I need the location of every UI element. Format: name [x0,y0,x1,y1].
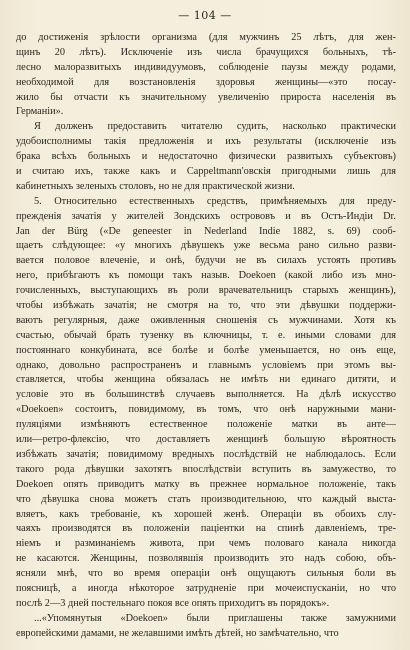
text-line: ясняли мнѣ, что во время операціи онѣ ощущаютъ сильныя боли въ [16,568,396,580]
text-line: послѣ 2—3 дней постельнаго покоя все опять приходитъ въ порядокъ». [16,597,330,609]
text-line: вается половое влеченіе, и онѣ, будучи не въ силахъ устоять противъ [16,255,396,267]
text-line: чтобы избѣжать зачатія; не смотря на то, что эти дѣвушки поддержи- [16,300,396,312]
text-line: до достиженія зрѣлости организма (для мужчинъ 25 лѣтъ, для жен- [16,32,396,43]
text-line: не касаются. Женщины, позволявшія производить это надъ собою, объ- [16,553,396,565]
text-line: ставляется, чтобы женщина обязалась не имѣть ни единаго дитяти, и [16,374,396,386]
text-line: ...«Упомянутыя «Doekoen» были приглашены также замужними [34,612,396,624]
text-line: щинъ 20 лѣтъ). Исключеніе изъ числа брачущихся больныхъ, тѣ- [16,46,396,58]
text-line: поясницѣ, а иногда нѣкоторое затрудненіе при мочеиспусканіи, но что [16,582,396,594]
text-line: постояннаго конкубината, все болѣе и болѣе уменьшается, но онъ еще, [16,344,396,356]
text-line: прежденія зачатія у жителей Зондскихъ острововъ и въ Остъ-Индіи Dr. [16,210,396,222]
text-line: лесно малоразвитыхъ индивидуумовъ, соблюденіе паузы между родами, [16,61,396,73]
text-line: кабинетныхъ зеленыхъ столовъ, но не для практической жизни. [16,180,295,192]
text-line: или—ретро-флексію, что доставляетъ женщинѣ большую вѣроятность [16,434,396,446]
text-line: условіе это въ большинствѣ случаевъ выполняется. На дѣлѣ искусство [16,389,396,401]
text-line: и считаю ихъ, также какъ и Cappeltmann'овскія пригодными лишь для [16,166,396,178]
text-line: пуляціями измѣняютъ естественное положеніе матки въ анте— [16,419,396,431]
text-line: 5. Относительно естественныхъ средствъ, примѣняемыхъ для преду- [34,195,396,207]
text-line: вляетъ, какъ требованіе, къ хорошей женѣ. Операціи въ обоихъ слу- [16,508,396,520]
text-line: чаяхъ производятся въ положеніи паціентки на спинѣ давленіемъ, тре- [16,523,396,535]
text-line: счастью, обычай брать тузенку въ ключницы, т. е. иными словами для [16,329,396,341]
text-line: Jan der Bürg («De geneester in Nederland Indie 1882, s. 69) сооб- [16,225,396,237]
text-line: ваютъ регулярныя, даже оживленныя сношенія съ мужчинами. Хотя къ [16,314,396,326]
text-line: удобоисполнимы такія предложенія и ихъ результаты (исключеніе изъ [16,136,396,148]
text-line: Германіи». [16,106,64,118]
text-line: однако, довольно распространенъ и главнымъ условіемъ при этомъ вы- [16,359,396,371]
page-number: — 104 — [178,9,232,22]
text-line: щаетъ слѣдующее: «у многихъ дѣвушекъ уже весьма рано сильно разви- [16,240,396,252]
text-line: европейскими дамами, не желавшими имѣть дѣтей, но замѣчательно, что [16,627,339,639]
text-line: Doekoen опять приводитъ матку въ прежнее нормальное положеніе, такъ [16,478,396,490]
text-line: «Doekoen» состоитъ, повидимому, въ томъ, что онѣ наружными мани- [16,404,396,416]
text-line: Я долженъ предоставить читателю судить, насколько практически [34,121,396,133]
page-body-text [16,31,396,642]
text-line: жило бы отчасти къ значительному увеличенію прироста населенія въ [16,91,396,103]
text-line: необходимой для возстановленія здоровья женщины—«это посау- [16,76,396,88]
text-line: брака всѣхъ больныхъ и недостаточно физически развитыхъ субъектовъ) [16,151,396,163]
text-line: что дѣвушка снова можетъ стать производительною, что каждый выста- [16,493,396,505]
text-line: ніемъ и разминаніемъ живота, при чемъ половаго канала никогда [16,538,396,550]
text-line: такого рода дѣвушки захотятъ впослѣдствіи вступить въ замужество, то [16,463,396,475]
text-line: него, прибѣгаютъ къ помощи такъ назыв. Doekoen (какой либо изъ мно- [16,270,396,282]
text-line: гочисленныхъ, выступающихъ въ роли врачевательницъ старыхъ женщинъ), [16,285,396,297]
text-line: избѣжать зачатія; повидимому вредныхъ послѣдствій не наблюдалось. Если [16,448,396,460]
